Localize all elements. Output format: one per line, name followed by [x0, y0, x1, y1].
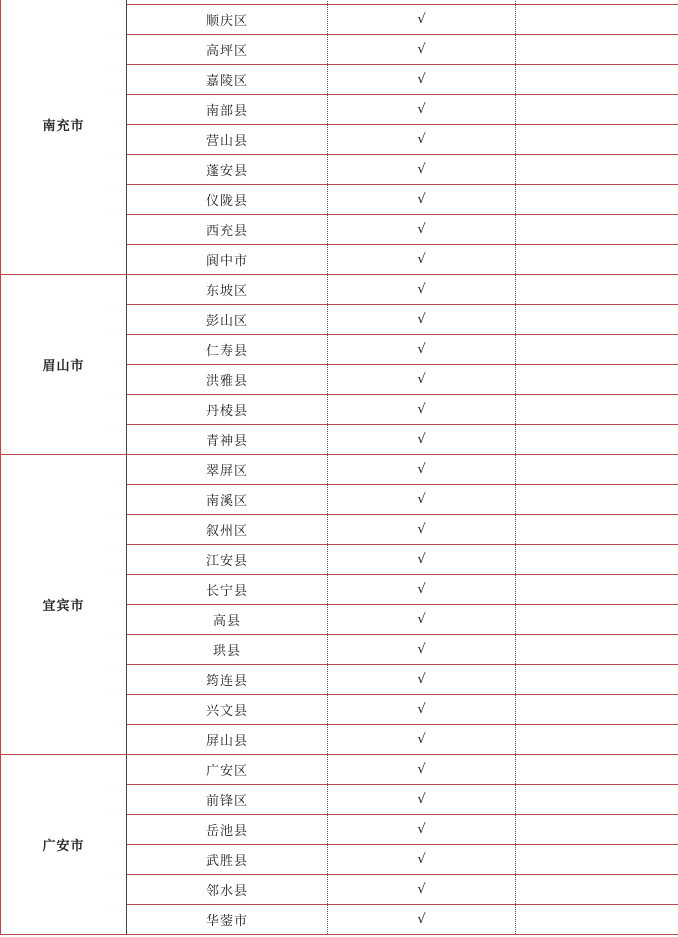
note-cell [516, 695, 678, 725]
note-cell [516, 215, 678, 245]
district-name-cell: 营山县 [127, 125, 328, 155]
note-cell [516, 155, 678, 185]
note-cell [516, 875, 678, 905]
check-mark-cell: √ [328, 215, 516, 245]
district-name-cell: 长宁县 [127, 575, 328, 605]
district-name-cell: 阆中市 [127, 245, 328, 275]
district-name-cell: 屏山县 [127, 725, 328, 755]
note-cell [516, 95, 678, 125]
check-mark-cell: √ [328, 635, 516, 665]
note-cell [516, 455, 678, 485]
district-name-cell: 东坡区 [127, 275, 328, 305]
region-table-body [1, 0, 678, 935]
city-name-cell: 眉山市 [1, 275, 127, 455]
note-cell [516, 725, 678, 755]
city-name-cell: 广安市 [1, 755, 127, 935]
check-mark-cell: √ [328, 35, 516, 65]
district-name-cell: 岳池县 [127, 815, 328, 845]
district-name-cell: 南溪区 [127, 485, 328, 515]
district-name-cell: 南部县 [127, 95, 328, 125]
district-name-cell: 珙县 [127, 635, 328, 665]
check-mark-cell: √ [328, 395, 516, 425]
district-name-cell: 青神县 [127, 425, 328, 455]
district-name-cell: 丹棱县 [127, 395, 328, 425]
district-name-cell: 江安县 [127, 545, 328, 575]
note-cell [516, 575, 678, 605]
table-row [1, 455, 678, 485]
district-name-cell: 蓬安县 [127, 155, 328, 185]
check-mark-cell: √ [328, 605, 516, 635]
check-mark-cell: √ [328, 95, 516, 125]
check-mark-cell: √ [328, 365, 516, 395]
district-name-cell: 华蓥市 [127, 905, 328, 935]
district-name-cell: 武胜县 [127, 845, 328, 875]
check-mark-cell: √ [328, 245, 516, 275]
city-name-cell: 南充市 [1, 0, 127, 275]
note-cell [516, 785, 678, 815]
district-name-cell: 彭山区 [127, 305, 328, 335]
check-mark-cell: √ [328, 275, 516, 305]
note-cell [516, 545, 678, 575]
district-name-cell: 仁寿县 [127, 335, 328, 365]
check-mark-cell: √ [328, 485, 516, 515]
check-mark-cell: √ [328, 815, 516, 845]
district-name-cell: 顺庆区 [127, 5, 328, 35]
note-cell [516, 365, 678, 395]
district-name-cell: 广安区 [127, 755, 328, 785]
check-mark-cell: √ [328, 125, 516, 155]
check-mark-cell: √ [328, 425, 516, 455]
district-name-cell: 邻水县 [127, 875, 328, 905]
check-mark-cell: √ [328, 155, 516, 185]
note-cell [516, 5, 678, 35]
district-name-cell: 叙州区 [127, 515, 328, 545]
check-mark-cell: √ [328, 575, 516, 605]
note-cell [516, 845, 678, 875]
note-cell [516, 395, 678, 425]
note-cell [516, 335, 678, 365]
note-cell [516, 65, 678, 95]
district-name-cell: 筠连县 [127, 665, 328, 695]
check-mark-cell: √ [328, 755, 516, 785]
check-mark-cell: √ [328, 5, 516, 35]
note-cell [516, 425, 678, 455]
check-mark-cell: √ [328, 665, 516, 695]
note-cell [516, 605, 678, 635]
district-name-cell: 前锋区 [127, 785, 328, 815]
table-row [1, 755, 678, 785]
note-cell [516, 815, 678, 845]
note-cell [516, 305, 678, 335]
district-name-cell: 西充县 [127, 215, 328, 245]
check-mark-cell: √ [328, 845, 516, 875]
note-cell [516, 245, 678, 275]
district-name-cell: 仪陇县 [127, 185, 328, 215]
table-row [1, 275, 678, 305]
note-cell [516, 275, 678, 305]
note-cell [516, 35, 678, 65]
note-cell [516, 905, 678, 935]
check-mark-cell: √ [328, 785, 516, 815]
note-cell [516, 515, 678, 545]
note-cell [516, 485, 678, 515]
check-mark-cell: √ [328, 725, 516, 755]
note-cell [516, 185, 678, 215]
check-mark-cell: √ [328, 185, 516, 215]
check-mark-cell: √ [328, 545, 516, 575]
district-name-cell: 洪雅县 [127, 365, 328, 395]
note-cell [516, 665, 678, 695]
district-name-cell: 高县 [127, 605, 328, 635]
check-mark-cell: √ [328, 905, 516, 935]
district-name-cell: 嘉陵区 [127, 65, 328, 95]
check-mark-cell: √ [328, 515, 516, 545]
check-mark-cell: √ [328, 695, 516, 725]
note-cell [516, 635, 678, 665]
district-name-cell: 翠屏区 [127, 455, 328, 485]
district-name-cell: 兴文县 [127, 695, 328, 725]
note-cell [516, 755, 678, 785]
check-mark-cell: √ [328, 875, 516, 905]
check-mark-cell: √ [328, 455, 516, 485]
city-name-cell: 宜宾市 [1, 455, 127, 755]
note-cell [516, 125, 678, 155]
check-mark-cell: √ [328, 305, 516, 335]
check-mark-cell: √ [328, 65, 516, 95]
district-name-cell: 高坪区 [127, 35, 328, 65]
check-mark-cell: √ [328, 335, 516, 365]
